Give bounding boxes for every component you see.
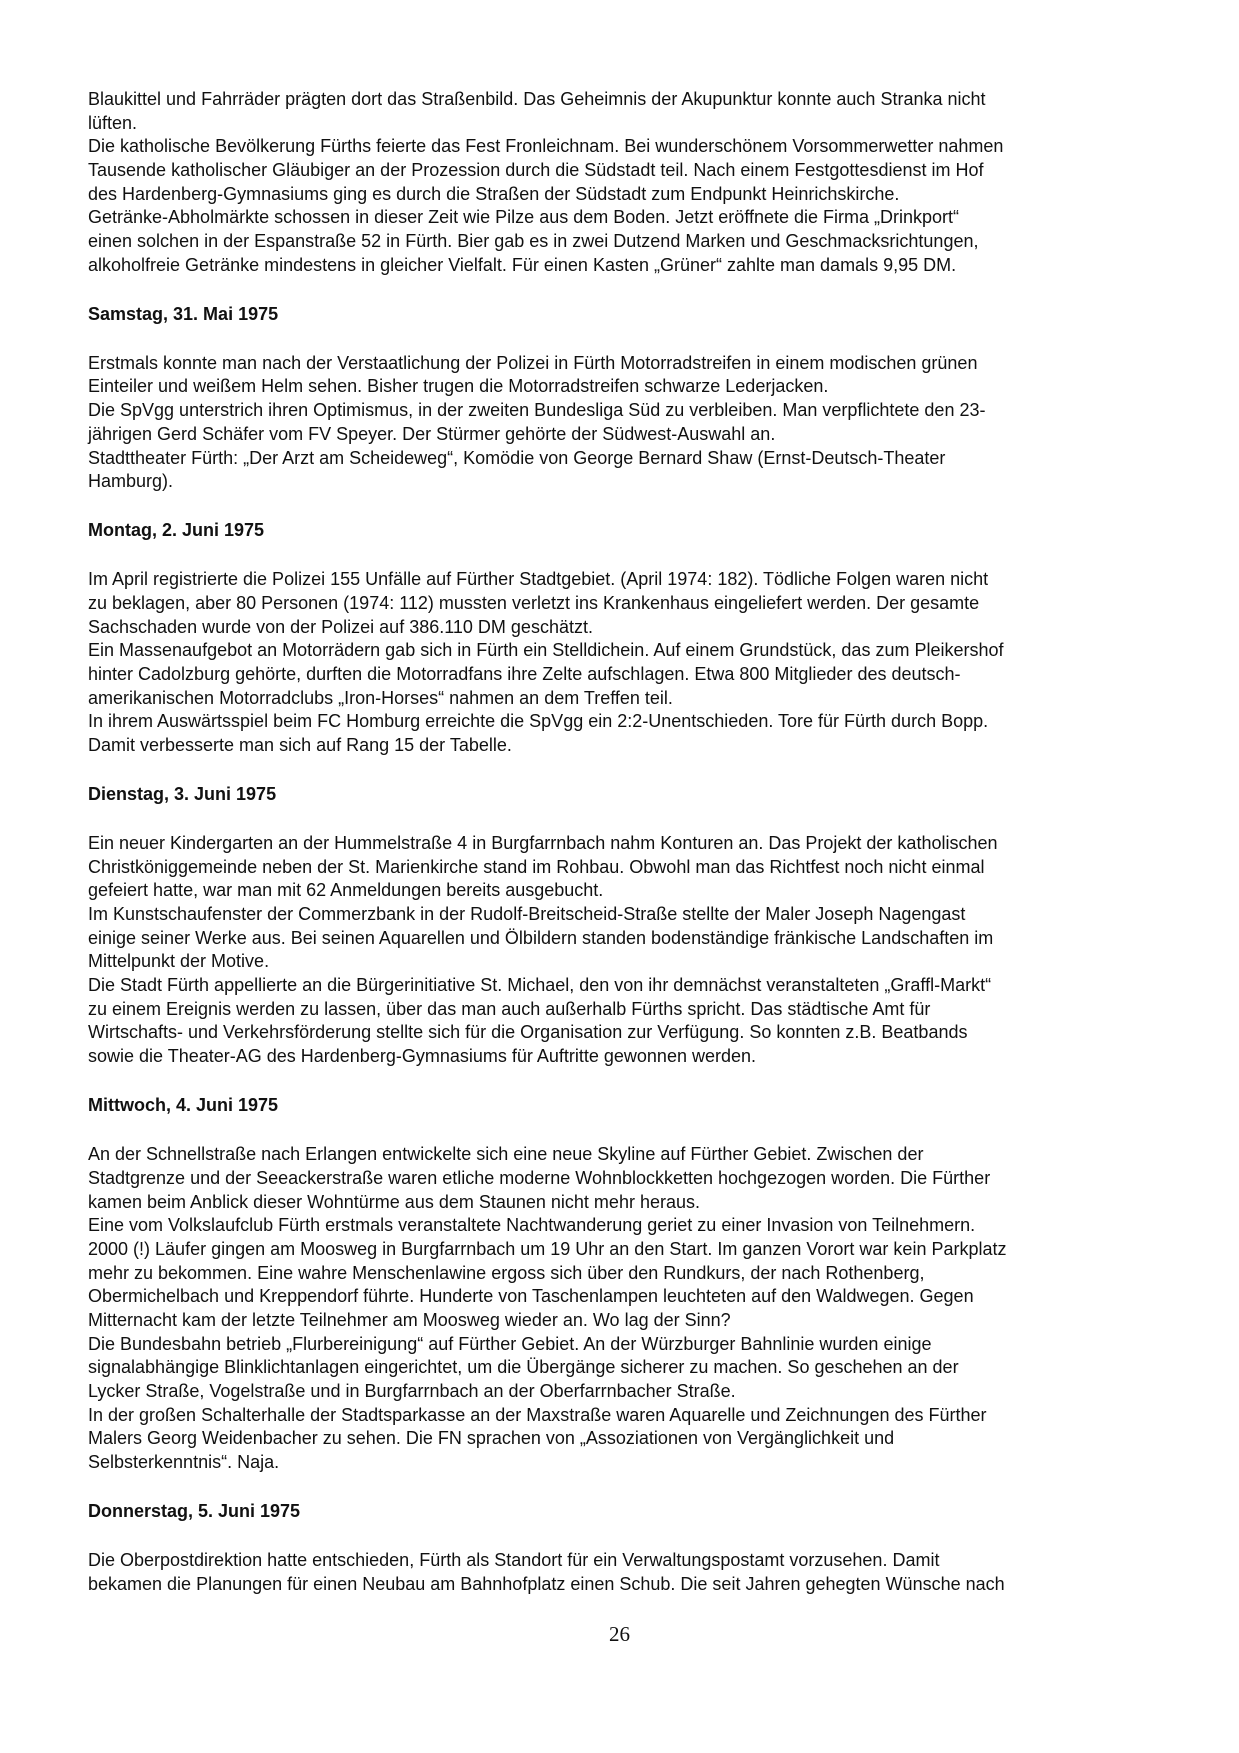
text-line: signalabhängige Blinklichtanlagen eingerichtet, um die Übergänge sicherer zu machen. So geschehen an der [88, 1357, 959, 1378]
text-line: zu einem Ereignis werden zu lassen, über das man auch außerhalb Fürths spricht. Das städtische Amt für [88, 998, 931, 1019]
text-line: bekamen die Planungen für einen Neubau am Bahnhofplatz einen Schub. Die seit Jahren gehegten Wünsche nach [88, 1573, 1005, 1594]
text-line: hinter Cadolzburg gehörte, durften die Motorradfans ihre Zelte aufschlagen. Etwa 800 Mitglieder des deutsch- [88, 663, 961, 684]
text-line: alkoholfreie Getränke mindestens in gleicher Vielfalt. Für einen Kasten „Grüner“ zahlte man damals 9,95 DM. [88, 254, 957, 275]
date-heading: Dienstag, 3. Juni 1975 [88, 783, 277, 804]
text-line: An der Schnellstraße nach Erlangen entwickelte sich eine neue Skyline auf Fürther Gebiet. Zwischen der [88, 1144, 924, 1165]
text-line: Malers Georg Weidenbacher zu sehen. Die FN sprachen von „Assoziationen von Vergänglichkeit und [88, 1428, 895, 1449]
text-line: Die katholische Bevölkerung Fürths feierte das Fest Fronleichnam. Bei wunderschönem Vorsommerwetter nahmen [88, 136, 1004, 157]
section-body [88, 352, 1168, 494]
text-line: Ein Massenaufgebot an Motorrädern gab sich in Fürth ein Stelldichein. Auf einem Grundstück, das zum Pleikershof [88, 640, 1004, 661]
text-line: Mittelpunkt der Motive. [88, 951, 270, 972]
text-line: Im April registrierte die Polizei 155 Unfälle auf Fürther Stadtgebiet. (April 1974: 182). Tödliche Folgen waren nicht [88, 569, 989, 590]
text-line: einen solchen in der Espanstraße 52 in Fürth. Bier gab es in zwei Dutzend Marken und Geschmacksrichtungen, [88, 231, 979, 252]
text-line: Im Kunstschaufenster der Commerzbank in der Rudolf-Breitscheid-Straße stellte der Maler Joseph Nagengast [88, 904, 966, 925]
text-line: Einteiler und weißem Helm sehen. Bisher trugen die Motorradstreifen schwarze Lederjacken. [88, 376, 829, 397]
section-continuation [88, 88, 1168, 278]
text-line: jährigen Gerd Schäfer vom FV Speyer. Der Stürmer gehörte der Südwest-Auswahl an. [88, 423, 776, 444]
section-body [88, 1549, 1168, 1596]
text-line: Mitternacht kam der letzte Teilnehmer am Moosweg wieder an. Wo lag der Sinn? [88, 1309, 731, 1330]
text-line: Obermichelbach und Kreppendorf führte. Hunderte von Taschenlampen leuchteten auf den Waldwegen. Gegen [88, 1286, 974, 1307]
text-line: Eine vom Volkslaufclub Fürth erstmals veranstaltete Nachtwanderung geriet zu einer Invasion von Teilnehmern. [88, 1215, 976, 1236]
date-heading: Montag, 2. Juni 1975 [88, 520, 265, 541]
text-line: mehr zu bekommen. Eine wahre Menschenlawine ergoss sich über den Rundkurs, der nach Rothenberg, [88, 1262, 925, 1283]
text-line: Die Stadt Fürth appellierte an die Bürgerinitiative St. Michael, den von ihr demnächst veranstalteten „Graffl-Markt“ [88, 975, 992, 996]
text-line: amerikanischen Motorradclubs „Iron-Horses“ nahmen an dem Treffen teil. [88, 687, 673, 708]
text-line: 2000 (!) Läufer gingen am Moosweg in Burgfarrnbach um 19 Uhr an den Start. Im ganzen Vorort war kein Parkplatz [88, 1238, 1007, 1259]
text-line: Erstmals konnte man nach der Verstaatlichung der Polizei in Fürth Motorradstreifen in einem modischen grünen [88, 352, 978, 373]
text-line: sowie die Theater-AG des Hardenberg-Gymnasiums für Auftritte gewonnen werden. [88, 1046, 757, 1067]
text-line: zu beklagen, aber 80 Personen (1974: 112) mussten verletzt ins Krankenhaus eingeliefert werden. Der gesamte [88, 592, 980, 613]
page-number: 26 [609, 1622, 630, 1646]
date-heading: Samstag, 31. Mai 1975 [88, 303, 279, 324]
text-line: Getränke-Abholmärkte schossen in dieser Zeit wie Pilze aus dem Boden. Jetzt eröffnete die Firma „Drinkport“ [88, 207, 960, 228]
text-line: In der großen Schalterhalle der Stadtsparkasse an der Maxstraße waren Aquarelle und Zeichnungen des Fürther [88, 1404, 987, 1425]
date-heading: Donnerstag, 5. Juni 1975 [88, 1501, 301, 1522]
document-page [88, 88, 1168, 1596]
section-body [88, 1143, 1168, 1475]
text-line: Blaukittel und Fahrräder prägten dort das Straßenbild. Das Geheimnis der Akupunktur konnte auch Stranka nicht [88, 89, 986, 109]
text-line: Wirtschafts- und Verkehrsförderung stellte sich für die Organisation zur Verfügung. So konnten z.B. Beatbands [88, 1022, 968, 1043]
text-line: Die Oberpostdirektion hatte entschieden, Fürth als Standort für ein Verwaltungspostamt vorzusehen. Damit [88, 1550, 940, 1571]
text-line: Hamburg). [88, 471, 174, 492]
text-line: Stadtgrenze und der Seeackerstraße waren etliche moderne Wohnblockketten hochgezogen worden. Die Fürther [88, 1167, 991, 1188]
section-body [88, 832, 1168, 1069]
text-line: Ein neuer Kindergarten an der Hummelstraße 4 in Burgfarrnbach nahm Konturen an. Das Projekt der katholischen [88, 832, 998, 853]
text-line: lüften. [88, 112, 138, 133]
text-line: Tausende katholischer Gläubiger an der Prozession durch die Südstadt teil. Nach einem Festgottesdienst im Hof [88, 160, 984, 181]
text-line: In ihrem Auswärtsspiel beim FC Homburg erreichte die SpVgg ein 2:2-Unentschieden. Tore für Fürth durch Bopp. [88, 711, 989, 732]
text-line: einige seiner Werke aus. Bei seinen Aquarellen und Ölbildern standen bodenständige fränkische Landschaften im [88, 927, 994, 948]
text-line: Lycker Straße, Vogelstraße und in Burgfarrnbach an der Oberfarrnbacher Straße. [88, 1381, 736, 1401]
text-line: Damit verbesserte man sich auf Rang 15 der Tabelle. [88, 735, 512, 755]
text-line: Die SpVgg unterstrich ihren Optimismus, in der zweiten Bundesliga Süd zu verbleiben. Man verpflichtete den 23- [88, 400, 986, 421]
text-line: gefeiert hatte, war man mit 62 Anmeldungen bereits ausgebucht. [88, 880, 604, 901]
text-line: kamen beim Anblick dieser Wohntürme aus dem Staunen nicht mehr heraus. [88, 1191, 700, 1212]
date-heading: Mittwoch, 4. Juni 1975 [88, 1095, 279, 1116]
text-line: des Hardenberg-Gymnasiums ging es durch die Straßen der Südstadt zum Endpunkt Heinrichskirche. [88, 183, 900, 204]
text-line: Stadttheater Fürth: „Der Arzt am Scheideweg“, Komödie von George Bernard Shaw (Ernst-Deutsch-Theater [88, 447, 946, 468]
text-line: Selbsterkenntnis“. Naja. [88, 1452, 280, 1473]
text-line: Die Bundesbahn betrieb „Flurbereinigung“ auf Fürther Gebiet. An der Würzburger Bahnlinie wurden einige [88, 1333, 932, 1354]
text-line: Sachschaden wurde von der Polizei auf 386.110 DM geschätzt. [88, 616, 593, 637]
section-body [88, 568, 1168, 758]
text-line: Christköniggemeinde neben der St. Marienkirche stand im Rohbau. Obwohl man das Richtfest noch nicht einmal [88, 856, 985, 877]
